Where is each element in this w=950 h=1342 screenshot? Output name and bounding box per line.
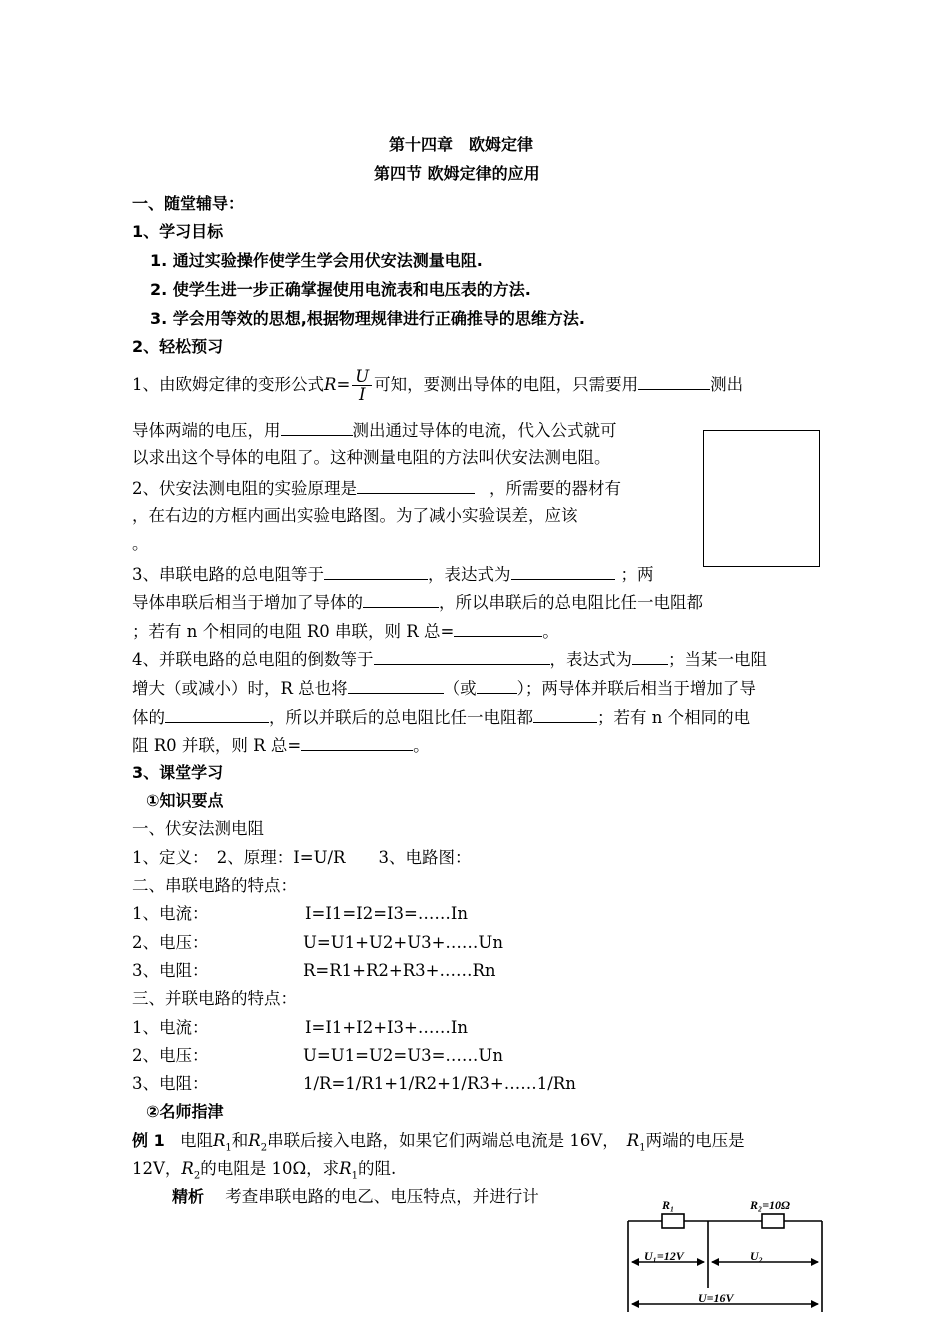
circuit-drawing-box[interactable] bbox=[703, 430, 820, 567]
subscript: 2 bbox=[260, 1142, 268, 1154]
subscript: 1 bbox=[225, 1142, 232, 1154]
question-4-line bbox=[132, 648, 767, 670]
text: 阻 R0 并联，则 R 总= bbox=[132, 736, 302, 755]
subscript: 2 bbox=[193, 1170, 201, 1182]
analysis-line bbox=[172, 1187, 539, 1207]
subheading: 一、伏安法测电阻 bbox=[132, 819, 264, 838]
question-2-line: ，在右边的方框内画出实验电路图。为了减小实验误差，应该 bbox=[132, 506, 578, 525]
list-line: 1、定义： 2、原理：I=U/R 3、电路图： bbox=[132, 848, 472, 867]
example-label: 例 1 bbox=[132, 1131, 165, 1150]
text: 4、并联电路的总电阻的倒数等于 bbox=[132, 650, 374, 669]
fill-blank[interactable] bbox=[632, 648, 668, 665]
question-3-line bbox=[132, 563, 654, 585]
question-4-line bbox=[132, 706, 750, 728]
teacher-guide-heading: ②名师指津 bbox=[146, 1102, 224, 1121]
text: ，表达式为 bbox=[549, 650, 632, 669]
parallel-formula: U=U1=U2=U3=……Un bbox=[303, 1046, 503, 1065]
fill-blank[interactable] bbox=[511, 563, 615, 580]
fill-blank[interactable] bbox=[454, 620, 542, 637]
question-1-line: 以求出这个导体的电阻了。这种测量电阻的方法叫伏安法测电阻。 bbox=[132, 448, 611, 467]
symbol: R bbox=[212, 1131, 226, 1150]
parallel-label: 2、电压： bbox=[132, 1046, 209, 1065]
example-line bbox=[132, 1131, 745, 1158]
fill-blank[interactable] bbox=[165, 706, 269, 723]
text: ，所需要的器材有 bbox=[489, 479, 621, 498]
knowledge-points-heading: ①知识要点 bbox=[146, 791, 224, 810]
question-3-line bbox=[132, 591, 703, 613]
text: ；当某一电阻 bbox=[668, 650, 767, 669]
text: 增大（或减小）时，R 总也将 bbox=[132, 679, 348, 698]
text: 的电阻是 10Ω，求 bbox=[200, 1159, 340, 1178]
parallel-formula: 1/R=1/R1+1/R2+1/R3+……1/Rn bbox=[303, 1074, 576, 1093]
preview-heading: 2、轻松预习 bbox=[132, 337, 224, 356]
text: 电阻 bbox=[179, 1131, 213, 1150]
fill-blank[interactable] bbox=[281, 419, 353, 436]
analysis-text: 考查串联电路的电乙、电压特点，并进行计 bbox=[225, 1187, 539, 1206]
symbol: R bbox=[626, 1131, 640, 1150]
symbol: R bbox=[339, 1159, 352, 1178]
fill-blank[interactable] bbox=[324, 563, 428, 580]
u-label: U=16V bbox=[698, 1291, 734, 1305]
question-3-line bbox=[132, 620, 559, 642]
question-2-line: 。 bbox=[132, 534, 149, 553]
text: ；若有 n 个相同的电阻 R0 串联，则 R 总= bbox=[132, 622, 455, 641]
text: 和 bbox=[231, 1131, 249, 1150]
u1-label: U₁=12V bbox=[644, 1249, 684, 1263]
subscript: 1 bbox=[639, 1142, 646, 1154]
series-formula: I=I1=I2=I3=……In bbox=[305, 904, 469, 923]
text: 。 bbox=[413, 736, 430, 755]
symbol: R bbox=[181, 1159, 194, 1178]
analysis-label: 精析 bbox=[172, 1187, 205, 1206]
r2-label: R₂=10Ω bbox=[750, 1198, 790, 1212]
fill-blank[interactable] bbox=[348, 677, 444, 694]
text: 两端的电压是 bbox=[645, 1131, 745, 1150]
fraction-denominator: I bbox=[358, 385, 366, 404]
text: 测出 bbox=[710, 375, 744, 394]
fill-blank[interactable] bbox=[374, 648, 550, 665]
text: ；两 bbox=[620, 565, 654, 584]
text: ）；两导体并联后相当于增加了导 bbox=[516, 679, 756, 698]
subheading: 三、并联电路的特点： bbox=[132, 989, 297, 1008]
text: 体的 bbox=[132, 708, 165, 727]
formula-fraction bbox=[352, 368, 372, 403]
text: 串联后接入电路，如果它们两端总电流是 16V， bbox=[267, 1131, 619, 1150]
question-4-line bbox=[132, 734, 430, 756]
fraction-numerator: U bbox=[352, 368, 372, 386]
series-formula: U=U1+U2+U3+……Un bbox=[303, 933, 503, 952]
fill-blank[interactable] bbox=[533, 706, 597, 723]
series-label: 3、电阻： bbox=[132, 961, 209, 980]
series-label: 2、电压： bbox=[132, 933, 209, 952]
fill-blank[interactable] bbox=[638, 373, 710, 390]
text: ，所以并联后的总电阻比任一电阻都 bbox=[269, 708, 533, 727]
question-1-line bbox=[132, 419, 617, 441]
fill-blank[interactable] bbox=[301, 734, 413, 751]
fill-blank[interactable] bbox=[363, 591, 439, 608]
parallel-label: 1、电流： bbox=[132, 1018, 209, 1037]
series-label: 1、电流： bbox=[132, 904, 209, 923]
text: 可知，要测出导体的电阻，只需要用 bbox=[374, 375, 639, 394]
fill-blank[interactable] bbox=[357, 477, 475, 494]
text: 导体两端的电压，用 bbox=[132, 421, 281, 440]
series-circuit-diagram bbox=[622, 1196, 832, 1316]
part-heading: 一、随堂辅导： bbox=[132, 194, 245, 213]
parallel-formula: I=I1+I2+I3+……In bbox=[305, 1018, 469, 1037]
text: 的阻. bbox=[357, 1159, 397, 1178]
formula-eq: = bbox=[336, 375, 351, 394]
text: 。 bbox=[542, 622, 559, 641]
subheading: 二、串联电路的特点： bbox=[132, 876, 297, 895]
question-1-line bbox=[132, 365, 743, 405]
text: 1、由欧姆定律的变形公式 bbox=[132, 375, 324, 394]
chapter-title: 第十四章 欧姆定律 bbox=[389, 135, 534, 154]
r1-label: R₁ bbox=[662, 1198, 675, 1212]
text: ，表达式为 bbox=[428, 565, 511, 584]
subscript: 1 bbox=[351, 1170, 358, 1182]
goal-item: 2. 使学生进一步正确掌握使用电流表和电压表的方法. bbox=[150, 280, 531, 299]
goals-heading: 1、学习目标 bbox=[132, 222, 224, 241]
text: 3、串联电路的总电阻等于 bbox=[132, 565, 324, 584]
text: 测出通过导体的电流，代入公式就可 bbox=[352, 421, 617, 440]
parallel-label: 3、电阻： bbox=[132, 1074, 209, 1093]
goal-item: 3. 学会用等效的思想,根据物理规律进行正确推导的思维方法. bbox=[150, 309, 585, 328]
goal-item: 1. 通过实验操作使学生学会用伏安法测量电阻. bbox=[150, 251, 483, 270]
text: 12V， bbox=[132, 1159, 182, 1178]
text: 2、伏安法测电阻的实验原理是 bbox=[132, 479, 357, 498]
example-line bbox=[132, 1159, 396, 1186]
formula-r: R bbox=[324, 375, 337, 394]
section-title: 第四节 欧姆定律的应用 bbox=[374, 164, 540, 183]
classroom-heading: 3、课堂学习 bbox=[132, 763, 224, 782]
question-4-line bbox=[132, 677, 756, 699]
fill-blank[interactable] bbox=[477, 677, 517, 694]
question-2-line bbox=[132, 477, 621, 499]
text: （或 bbox=[443, 679, 477, 698]
u2-label: U₂ bbox=[750, 1249, 763, 1263]
series-formula: R=R1+R2+R3+……Rn bbox=[303, 961, 496, 980]
text: ，所以串联后的总电阻比任一电阻都 bbox=[439, 593, 703, 612]
text: ；若有 n 个相同的电 bbox=[597, 708, 751, 727]
text: 导体串联后相当于增加了导体的 bbox=[132, 593, 363, 612]
symbol: R bbox=[248, 1131, 261, 1150]
